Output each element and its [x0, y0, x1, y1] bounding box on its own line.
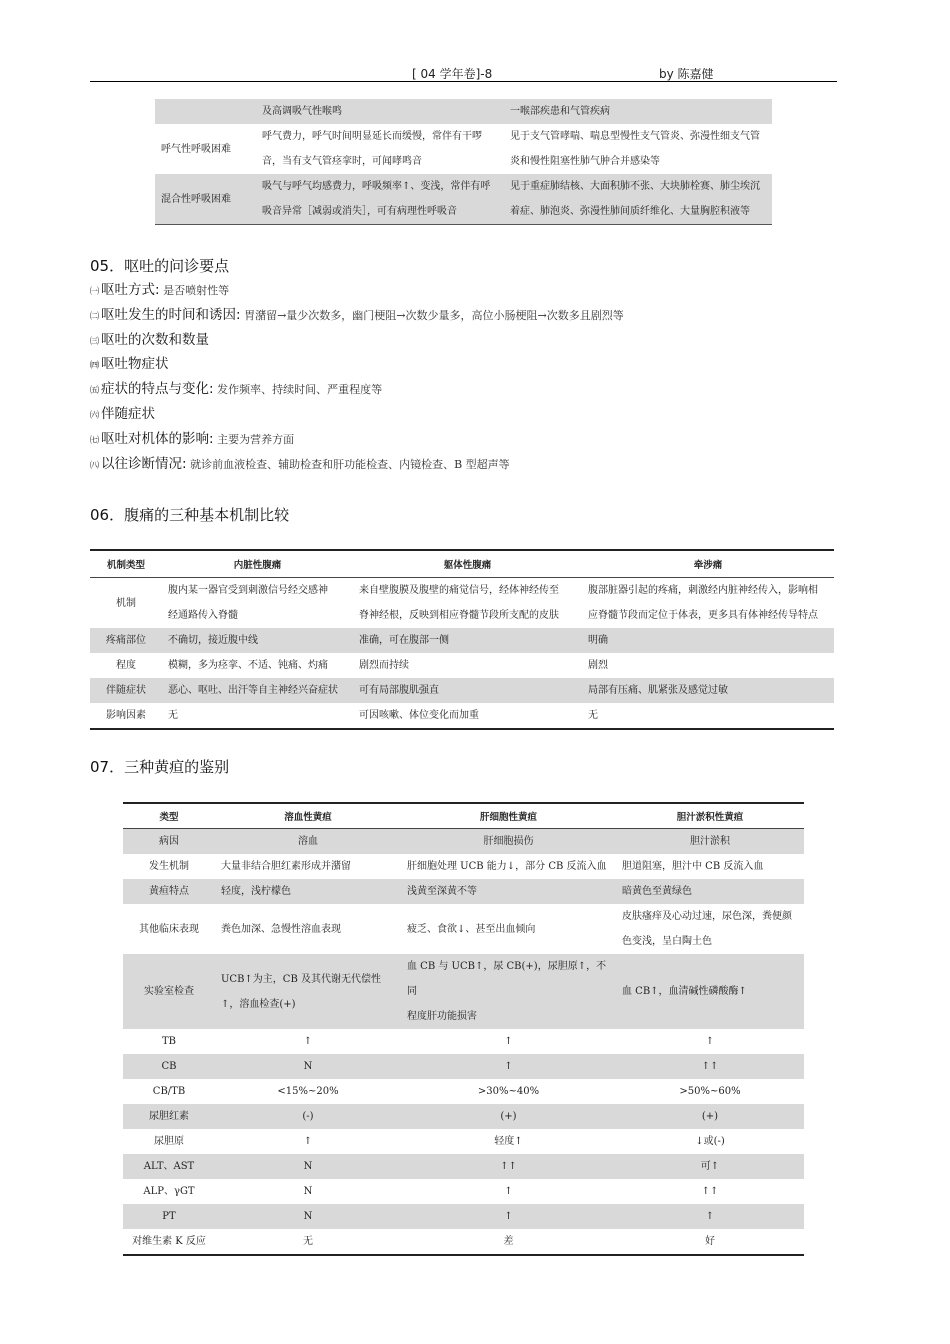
- table-row: [90, 678, 834, 703]
- list-item: [90, 302, 624, 327]
- table-cell: [215, 879, 401, 904]
- table-cell: [162, 628, 353, 653]
- cell-text: N: [303, 1186, 313, 1197]
- list-item: [90, 426, 624, 451]
- cell-text: 明确: [588, 635, 608, 646]
- header-cell: 机制类型: [90, 550, 162, 578]
- section-title-05: 05．呕吐的问诊要点: [90, 257, 230, 275]
- section-title-07: 07．三种黄疸的鉴别: [90, 758, 230, 776]
- header-cell: 类型: [123, 803, 215, 829]
- row-label: 伴随症状: [90, 678, 162, 703]
- cell-text: 无: [168, 710, 178, 721]
- cell-text: ↑↑: [701, 1186, 719, 1197]
- cell-text: 程度肝功能损害: [407, 1011, 477, 1022]
- table-row: [90, 653, 834, 678]
- cell-text: 来自壁腹膜及腹壁的痛觉信号，经体神经传至: [359, 585, 559, 596]
- table-row: [90, 628, 834, 653]
- table-cell: [401, 1029, 616, 1054]
- cell-text: 呼气费力，呼气时间明显延长而缓慢，常伴有干啰: [262, 131, 482, 142]
- cell-text: ↑: [504, 1061, 513, 1072]
- section-title-06: 06．腹痛的三种基本机制比较: [90, 506, 290, 524]
- item-value: 发作频率、持续时间、严重程度等: [213, 383, 383, 397]
- table-row: [123, 1079, 804, 1104]
- header-author: by 陈嘉健: [659, 67, 714, 81]
- table-cell: [616, 879, 804, 904]
- cell-text: 大量非结合胆红素形成并潴留: [221, 861, 351, 872]
- cell-text: ↑: [303, 1136, 313, 1147]
- row-label: 混合性呼吸困难: [155, 174, 256, 225]
- item-number: ㈡: [90, 311, 100, 322]
- table-row: [155, 99, 772, 124]
- table-cell: [616, 954, 804, 1029]
- cell-text: 轻度↑: [494, 1136, 523, 1147]
- table-cell: [582, 703, 834, 729]
- cell-text: ↑↑: [500, 1161, 517, 1172]
- table-cell: [401, 829, 616, 855]
- table-cell: [582, 578, 834, 629]
- header-cell: 躯体性腹痛: [353, 550, 582, 578]
- item-key: 呕吐发生的时间和诱因:: [101, 306, 241, 323]
- cell-text: 血 CB↑，血清碱性磷酸酶↑: [622, 986, 747, 997]
- item-number: ㈢: [90, 336, 100, 347]
- table-row: [123, 1129, 804, 1154]
- table-cell: [215, 1054, 401, 1079]
- table-row: [123, 1054, 804, 1079]
- row-label: ALP、γGT: [143, 1186, 195, 1197]
- table-cell: [616, 1079, 804, 1104]
- row-label: 对维生素 K 反应: [132, 1236, 206, 1247]
- table-cell: [504, 99, 772, 124]
- row-label: CB: [123, 1054, 215, 1079]
- cell-text: ↑，溶血检查(+): [221, 998, 296, 1010]
- cell-text: 炎和慢性阻塞性肺气肿合并感染等: [510, 156, 660, 167]
- item-number: ㈤: [90, 386, 100, 397]
- item-number: ㈧: [90, 460, 100, 471]
- cell-text: 音，当有支气管痉挛时，可闻哮鸣音: [262, 156, 422, 167]
- table-cell: [616, 829, 804, 855]
- cell-text: ↓或(-): [695, 1136, 725, 1147]
- row-label: 发生机制: [149, 861, 189, 872]
- table-cell: [616, 1229, 804, 1255]
- list-item: [90, 327, 624, 352]
- table-cell: [162, 653, 353, 678]
- table-cell: [215, 1104, 401, 1129]
- item-value: 就诊前血液检查、辅助检查和肝功能检查、内镜检查、B 型超声等: [186, 457, 510, 471]
- cell-text: 可因咳嗽、体位变化而加重: [359, 710, 479, 721]
- page-header: [90, 62, 837, 82]
- table-cell: [353, 628, 582, 653]
- cell-text: 着症、肺泡炎、弥漫性肺间质纤维化、大量胸腔积液等: [510, 206, 750, 217]
- table-cell: [401, 1054, 616, 1079]
- table-row: [90, 703, 834, 729]
- table-row: [123, 1104, 804, 1129]
- cell-text: 差: [503, 1236, 514, 1247]
- header-cell: 牵涉痛: [582, 550, 834, 578]
- table-row: [123, 829, 804, 855]
- table-row: [155, 174, 772, 225]
- item-key: 以往诊断情况:: [101, 455, 187, 472]
- item-number: ㈦: [90, 435, 100, 446]
- item-key: 呕吐的次数和数量: [101, 331, 210, 348]
- cell-text: N: [303, 1211, 313, 1222]
- cell-text: >50%~60%: [679, 1086, 741, 1097]
- cell-text: 吸气与呼气均感费力，呼吸频率↑、变浅，常伴有呼: [262, 181, 491, 192]
- cell-text: 恶心、呕吐、出汗等自主神经兴奋症状: [168, 685, 338, 696]
- table-cell: [162, 703, 353, 729]
- cell-text: 浅黄至深黄不等: [407, 886, 477, 897]
- table-cell: [162, 678, 353, 703]
- abdominal-pain-table: [90, 549, 834, 730]
- cell-text: 脊神经根，反映到相应脊髓节段所支配的皮肤: [359, 610, 559, 621]
- table-cell: [215, 1204, 401, 1229]
- cell-text: 胆道阻塞，胆汁中 CB 反流入血: [622, 861, 764, 872]
- table-row: [123, 1154, 804, 1179]
- item-key: 呕吐方式:: [101, 282, 160, 298]
- table-cell: [215, 854, 401, 879]
- cell-text: 皮肤瘙痒及心动过速，尿色深，粪便颜: [622, 911, 792, 922]
- row-label: 呼气性呼吸困难: [161, 143, 231, 155]
- item-value: 主要为营养方面: [213, 432, 295, 446]
- dyspnea-table: [155, 99, 772, 225]
- table-header-row: [90, 550, 834, 578]
- table-row: [123, 1179, 804, 1204]
- cell-text: 局部有压痛、肌紧张及感觉过敏: [588, 685, 728, 696]
- list-item: [90, 277, 624, 302]
- cell-text: 色变浅，呈白陶土色: [622, 936, 712, 947]
- row-label: [155, 99, 256, 124]
- cell-text: N: [303, 1161, 313, 1172]
- table-cell: [353, 678, 582, 703]
- list-item: [90, 376, 624, 401]
- header-title: [ 04 学年卷]-8: [412, 67, 493, 81]
- table-row: [123, 1029, 804, 1054]
- cell-text: ↑↑: [701, 1061, 719, 1072]
- table-cell: [401, 1229, 616, 1255]
- table-cell: [401, 879, 616, 904]
- table-cell: [401, 1104, 616, 1129]
- table-cell: [353, 703, 582, 729]
- item-value: 是否喷射性等: [159, 284, 230, 297]
- table-cell: [162, 578, 353, 629]
- cell-text: 无: [588, 710, 598, 721]
- row-label: CB/TB: [152, 1086, 186, 1097]
- table-row: [123, 1204, 804, 1229]
- table-cell: [616, 1054, 804, 1079]
- row-label: PT: [123, 1204, 215, 1229]
- table-cell: [401, 904, 616, 954]
- table-cell: [215, 829, 401, 855]
- table-cell: [215, 1079, 401, 1104]
- table-cell: [616, 1129, 804, 1154]
- table-cell: [353, 578, 582, 629]
- list-item: [90, 451, 624, 476]
- table-cell: [401, 854, 616, 879]
- cell-text: (+): [701, 1111, 719, 1122]
- cell-text: 轻度，浅柠檬色: [221, 886, 291, 897]
- cell-text: 无: [303, 1236, 313, 1247]
- cell-text: 及高调吸气性喉鸣: [262, 106, 342, 117]
- table-cell: [215, 1179, 401, 1204]
- table-cell: [256, 99, 504, 124]
- table-cell: [256, 174, 504, 225]
- cell-text: <15%~20%: [277, 1086, 339, 1097]
- table-row: [123, 954, 804, 1029]
- table-row: [123, 1229, 804, 1255]
- table-row: [123, 904, 804, 954]
- row-label: 黄疸特点: [123, 879, 215, 904]
- cell-text: 不确切，接近腹中线: [168, 635, 258, 646]
- cell-text: 腹内某一器官受到刺激信号经交感神: [168, 585, 328, 596]
- item-number: ㈣: [90, 361, 100, 372]
- cell-text: (-): [302, 1111, 314, 1122]
- table-cell: [582, 628, 834, 653]
- table-cell: [401, 954, 616, 1029]
- cell-text: ↑: [705, 1211, 715, 1222]
- table-cell: [616, 1154, 804, 1179]
- row-label: 其他临床表现: [139, 923, 199, 935]
- row-label: 程度: [116, 660, 136, 671]
- table-cell: [256, 124, 504, 174]
- table-cell: [215, 1029, 401, 1054]
- header-cell: 内脏性腹痛: [162, 550, 353, 578]
- cell-text: 模糊，多为痉挛、不适、钝痛、灼痛: [168, 660, 328, 671]
- item-key: 症状的特点与变化:: [101, 381, 214, 398]
- table-cell: [616, 1104, 804, 1129]
- table-row: [123, 879, 804, 904]
- cell-text: 肝细胞损伤: [483, 836, 534, 847]
- cell-text: 经通路传入脊髓: [168, 610, 238, 621]
- cell-text: 剧烈: [588, 660, 608, 671]
- table-cell: [215, 904, 401, 954]
- cell-text: ↑: [504, 1186, 513, 1197]
- table-cell: [616, 1029, 804, 1054]
- row-label: 尿胆红素: [123, 1104, 215, 1129]
- cell-text: ↑: [303, 1036, 313, 1047]
- cell-text: 溶血: [298, 836, 318, 847]
- table-cell: [215, 1229, 401, 1255]
- header-cell: 溶血性黄疸: [215, 803, 401, 829]
- cell-text: 肝细胞处理 UCB 能力↓，部分 CB 反流入血: [407, 861, 607, 872]
- cell-text: 可↑: [700, 1161, 720, 1172]
- cell-text: 见于重症肺结核、大面积肺不张、大块肺栓赛、肺尘埃沉: [510, 181, 760, 192]
- cell-text: >30%~40%: [477, 1086, 540, 1097]
- item-number: ㈥: [90, 410, 100, 421]
- jaundice-table: [123, 802, 804, 1256]
- row-label: 影响因素: [106, 710, 146, 721]
- table-cell: [616, 1204, 804, 1229]
- cell-text: (+): [500, 1111, 517, 1122]
- row-label: 机制: [116, 597, 136, 609]
- cell-text: 见于支气管哮喘、喘息型慢性支气管炎、弥漫性细支气管: [510, 131, 760, 142]
- table-cell: [504, 124, 772, 174]
- table-cell: [353, 653, 582, 678]
- cell-text: 疲乏、食欲↓、甚至出血倾向: [407, 923, 536, 935]
- item-key: 伴随症状: [101, 405, 156, 422]
- table-cell: [616, 1179, 804, 1204]
- cell-text: 应脊髓节段而定位于体表，更多具有体神经传导特点: [588, 610, 818, 621]
- header-cell: 肝细胞性黄疸: [401, 803, 616, 829]
- cell-text: 好: [705, 1236, 715, 1247]
- table-cell: [401, 1179, 616, 1204]
- header-cell: 胆汁淤积性黄疸: [616, 803, 804, 829]
- row-label: 尿胆原: [154, 1136, 184, 1147]
- table-cell: [582, 653, 834, 678]
- table-row: [155, 124, 772, 174]
- table-cell: [215, 954, 401, 1029]
- list-item: [90, 351, 624, 376]
- table-cell: [616, 854, 804, 879]
- item-key: 呕吐物症状: [101, 356, 169, 373]
- cell-text: 胆汁淤积: [690, 836, 730, 847]
- cell-text: 暗黄色至黄绿色: [622, 886, 692, 897]
- table-row: [123, 854, 804, 879]
- table-cell: [401, 1204, 616, 1229]
- table-cell: [401, 1129, 616, 1154]
- row-label: 实验室检查: [123, 954, 215, 1029]
- cell-text: ↑: [705, 1036, 715, 1047]
- cell-text: 血 CB 与 UCB↑，尿 CB(+)，尿胆原↑，不同: [407, 961, 607, 997]
- cell-text: 准确，可在腹部一侧: [359, 635, 449, 646]
- cell-text: ↑: [504, 1036, 513, 1047]
- cell-text: ↑: [504, 1211, 513, 1222]
- item-number: ㈠: [90, 287, 100, 297]
- row-label: 疼痛部位: [90, 628, 162, 653]
- cell-text: 剧烈而持续: [359, 660, 409, 671]
- table-row: [90, 578, 834, 629]
- cell-text: 吸音异常［减弱或消失］，可有病理性呼吸音: [262, 206, 457, 217]
- table-header-row: [123, 803, 804, 829]
- cell-text: 一喉部疾患和气管疾病: [510, 106, 610, 117]
- cell-text: UCB↑为主，CB 及其代谢无代偿性: [221, 973, 381, 985]
- table-cell: [215, 1154, 401, 1179]
- row-label: 病因: [123, 829, 215, 855]
- table-cell: [616, 904, 804, 954]
- list-item: [90, 401, 624, 426]
- item-value: 胃潴留→量少次数多，幽门梗阻→次数少量多，高位小肠梗阻→次数多且剧烈等: [240, 308, 624, 322]
- vomiting-points-list: [90, 277, 624, 475]
- item-key: 呕吐对机体的影响:: [101, 430, 214, 447]
- cell-text: 可有局部腹肌强直: [359, 685, 439, 696]
- table-cell: [401, 1079, 616, 1104]
- cell-text: N: [303, 1061, 313, 1072]
- table-cell: [215, 1129, 401, 1154]
- table-cell: [504, 174, 772, 225]
- cell-text: 粪色加深、急慢性溶血表现: [221, 923, 341, 935]
- row-label: ALT、AST: [123, 1154, 215, 1179]
- table-cell: [582, 678, 834, 703]
- cell-text: 腹部脏器引起的疼痛，刺激经内脏神经传入，影响相: [588, 585, 818, 596]
- table-cell: [401, 1154, 616, 1179]
- row-label: TB: [161, 1036, 177, 1047]
